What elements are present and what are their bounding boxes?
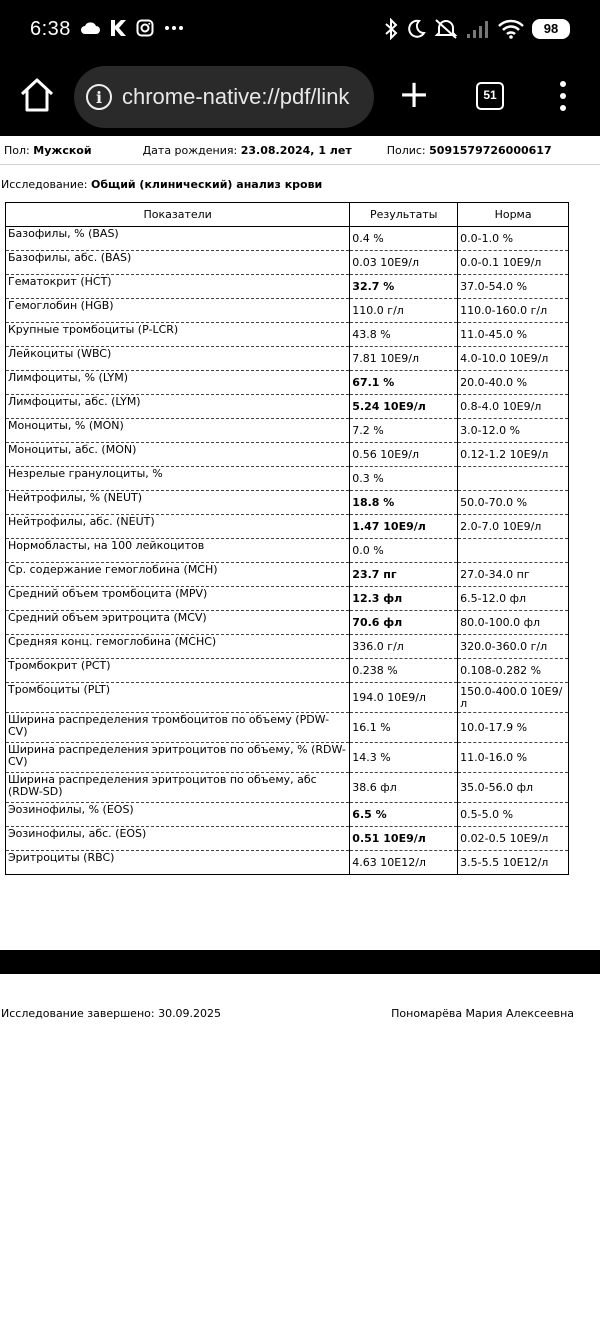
cell-norm: 0.108-0.282 % xyxy=(458,659,569,683)
cell-norm: 320.0-360.0 г/л xyxy=(458,635,569,659)
url-text[interactable]: chrome-native://pdf/link xyxy=(122,84,350,109)
completed-date: Исследование завершено: 30.09.2025 xyxy=(1,1007,222,1020)
table-row xyxy=(6,491,569,515)
cell-indicator: Моноциты, абс. (MON) xyxy=(6,443,350,467)
header-norm: Норма xyxy=(458,203,569,227)
cell-result: 194.0 10E9/л xyxy=(350,683,458,713)
cell-norm: 80.0-100.0 фл xyxy=(458,611,569,635)
cell-result: 0.0 % xyxy=(350,539,458,563)
table-header xyxy=(6,203,569,227)
table-row xyxy=(6,773,569,803)
browser-toolbar xyxy=(0,62,600,136)
cell-norm: 0.12-1.2 10E9/л xyxy=(458,443,569,467)
cell-indicator: Лимфоциты, % (LYM) xyxy=(6,371,350,395)
header-result: Результаты xyxy=(350,203,458,227)
table-row xyxy=(6,347,569,371)
sex-label: Пол: xyxy=(4,144,30,157)
cell-result: 32.7 % xyxy=(350,275,458,299)
cell-norm: 35.0-56.0 фл xyxy=(458,773,569,803)
instagram-icon xyxy=(136,19,154,37)
cell-indicator: Тромбокрит (PCT) xyxy=(6,659,350,683)
cell-result: 67.1 % xyxy=(350,371,458,395)
study-label: Исследование: xyxy=(1,178,88,191)
cell-result: 6.5 % xyxy=(350,803,458,827)
cell-norm: 0.0-0.1 10E9/л xyxy=(458,251,569,275)
cell-indicator: Лейкоциты (WBC) xyxy=(6,347,350,371)
table-row xyxy=(6,659,569,683)
table-row xyxy=(6,371,569,395)
cell-norm: 11.0-16.0 % xyxy=(458,743,569,773)
table-row xyxy=(6,443,569,467)
cell-norm: 6.5-12.0 фл xyxy=(458,587,569,611)
table-row xyxy=(6,299,569,323)
cell-result: 0.238 % xyxy=(350,659,458,683)
table-row xyxy=(6,803,569,827)
cell-norm: 11.0-45.0 % xyxy=(458,323,569,347)
cell-result: 0.4 % xyxy=(350,227,458,251)
table-row xyxy=(6,323,569,347)
divider xyxy=(0,164,600,165)
cell-result: 0.51 10E9/л xyxy=(350,827,458,851)
cell-indicator: Ширина распределения эритроцитов по объему, абс (RDW-SD) xyxy=(6,773,350,803)
cell-result: 110.0 г/л xyxy=(350,299,458,323)
k-app-icon xyxy=(110,19,126,37)
mute-icon xyxy=(434,18,458,40)
cell-indicator: Эритроциты (RBC) xyxy=(6,851,350,875)
cell-norm: 3.0-12.0 % xyxy=(458,419,569,443)
cell-indicator: Ср. содержание гемоглобина (MCH) xyxy=(6,563,350,587)
moon-icon xyxy=(406,19,426,39)
cell-indicator: Средний объем эритроцита (MCV) xyxy=(6,611,350,635)
pdf-document xyxy=(0,136,600,950)
table-row xyxy=(6,713,569,743)
table-row xyxy=(6,563,569,587)
cell-result: 43.8 % xyxy=(350,323,458,347)
table-row xyxy=(6,395,569,419)
cell-norm xyxy=(458,539,569,563)
cell-indicator: Нормобласты, на 100 лейкоцитов xyxy=(6,539,350,563)
cell-result: 0.3 % xyxy=(350,467,458,491)
cell-result: 336.0 г/л xyxy=(350,635,458,659)
home-icon xyxy=(18,76,56,114)
cell-result: 14.3 % xyxy=(350,743,458,773)
table-row xyxy=(6,587,569,611)
cell-result: 0.03 10E9/л xyxy=(350,251,458,275)
doctor-name: Пономарёва Мария Алексеевна xyxy=(391,1007,574,1020)
cell-result: 7.81 10E9/л xyxy=(350,347,458,371)
cell-indicator: Средняя конц. гемоглобина (MCHC) xyxy=(6,635,350,659)
cell-norm: 0.02-0.5 10E9/л xyxy=(458,827,569,851)
table-row xyxy=(6,743,569,773)
cell-result: 7.2 % xyxy=(350,419,458,443)
cell-result: 4.63 10E12/л xyxy=(350,851,458,875)
menu-icon[interactable] xyxy=(556,81,570,111)
cell-indicator: Лимфоциты, абс. (LYM) xyxy=(6,395,350,419)
home-button[interactable] xyxy=(18,76,56,114)
cell-result: 12.3 фл xyxy=(350,587,458,611)
cell-norm: 2.0-7.0 10E9/л xyxy=(458,515,569,539)
tabs-icon[interactable]: 51 xyxy=(476,82,504,110)
cell-norm: 27.0-34.0 пг xyxy=(458,563,569,587)
cloud-icon xyxy=(80,21,100,35)
notification-icons xyxy=(80,19,184,37)
address-bar[interactable] xyxy=(74,66,374,128)
cell-result: 5.24 10E9/л xyxy=(350,395,458,419)
cell-result: 18.8 % xyxy=(350,491,458,515)
cell-indicator: Базофилы, абс. (BAS) xyxy=(6,251,350,275)
table-row xyxy=(6,227,569,251)
cell-indicator: Тромбоциты (PLT) xyxy=(6,683,350,713)
cell-indicator: Эозинофилы, абс. (EOS) xyxy=(6,827,350,851)
table-row xyxy=(6,419,569,443)
sex-value: Мужской xyxy=(33,144,92,157)
cell-result: 16.1 % xyxy=(350,713,458,743)
status-bar xyxy=(0,0,600,62)
table-row xyxy=(6,275,569,299)
cell-indicator: Моноциты, % (MON) xyxy=(6,419,350,443)
cell-result: 70.6 фл xyxy=(350,611,458,635)
policy-label: Полис: xyxy=(386,144,426,157)
clock: 6:38 xyxy=(30,18,71,40)
table-row xyxy=(6,467,569,491)
plus-icon: + xyxy=(398,72,430,116)
cell-result: 23.7 пг xyxy=(350,563,458,587)
cell-norm: 0.5-5.0 % xyxy=(458,803,569,827)
cell-norm: 20.0-40.0 % xyxy=(458,371,569,395)
cell-indicator: Нейтрофилы, % (NEUT) xyxy=(6,491,350,515)
cell-indicator: Незрелые гранулоциты, % xyxy=(6,467,350,491)
study-name: Общий (клинический) анализ крови xyxy=(91,178,323,191)
cell-result: 38.6 фл xyxy=(350,773,458,803)
wifi-icon xyxy=(498,19,524,39)
cell-indicator: Средний объем тромбоцита (MPV) xyxy=(6,587,350,611)
cell-norm: 0.0-1.0 % xyxy=(458,227,569,251)
cell-norm: 0.8-4.0 10E9/л xyxy=(458,395,569,419)
table-row xyxy=(6,851,569,875)
policy-value: 5091579726000617 xyxy=(429,144,552,157)
table-row xyxy=(6,611,569,635)
cell-indicator: Базофилы, % (BAS) xyxy=(6,227,350,251)
header-indicator: Показатели xyxy=(6,203,350,227)
cell-indicator: Гемоглобин (HGB) xyxy=(6,299,350,323)
cell-indicator: Ширина распределения эритроцитов по объему, % (RDW-CV) xyxy=(6,743,350,773)
cell-indicator: Крупные тромбоциты (P-LCR) xyxy=(6,323,350,347)
patient-info xyxy=(4,144,552,157)
signal-icon xyxy=(466,19,490,39)
table-row xyxy=(6,251,569,275)
table-row xyxy=(6,827,569,851)
cell-result: 1.47 10E9/л xyxy=(350,515,458,539)
cell-norm: 4.0-10.0 10E9/л xyxy=(458,347,569,371)
cell-indicator: Ширина распределения тромбоцитов по объему (PDW-CV) xyxy=(6,713,350,743)
battery-indicator: 98 xyxy=(532,19,570,39)
cell-indicator: Гематокрит (HCT) xyxy=(6,275,350,299)
cell-norm: 3.5-5.5 10E12/л xyxy=(458,851,569,875)
cell-norm: 50.0-70.0 % xyxy=(458,491,569,515)
table-row xyxy=(6,683,569,713)
cell-norm: 10.0-17.9 % xyxy=(458,713,569,743)
bluetooth-icon xyxy=(384,18,398,40)
dob-label: Дата рождения: xyxy=(142,144,238,157)
table-row xyxy=(6,539,569,563)
system-icons xyxy=(384,18,570,40)
cell-norm: 110.0-160.0 г/л xyxy=(458,299,569,323)
cell-norm xyxy=(458,467,569,491)
new-tab-button[interactable] xyxy=(398,72,430,116)
info-icon[interactable]: i xyxy=(86,84,112,110)
results-table xyxy=(5,202,569,875)
table-row xyxy=(6,635,569,659)
cell-norm: 150.0-400.0 10E9/л xyxy=(458,683,569,713)
study-title xyxy=(1,178,322,191)
page-gap-band xyxy=(0,950,600,974)
cell-norm: 37.0-54.0 % xyxy=(458,275,569,299)
more-dots-icon xyxy=(164,25,184,31)
cell-indicator: Нейтрофилы, абс. (NEUT) xyxy=(6,515,350,539)
cell-result: 0.56 10E9/л xyxy=(350,443,458,467)
dob-value: 23.08.2024, 1 лет xyxy=(240,144,352,157)
cell-indicator: Эозинофилы, % (EOS) xyxy=(6,803,350,827)
table-row xyxy=(6,515,569,539)
